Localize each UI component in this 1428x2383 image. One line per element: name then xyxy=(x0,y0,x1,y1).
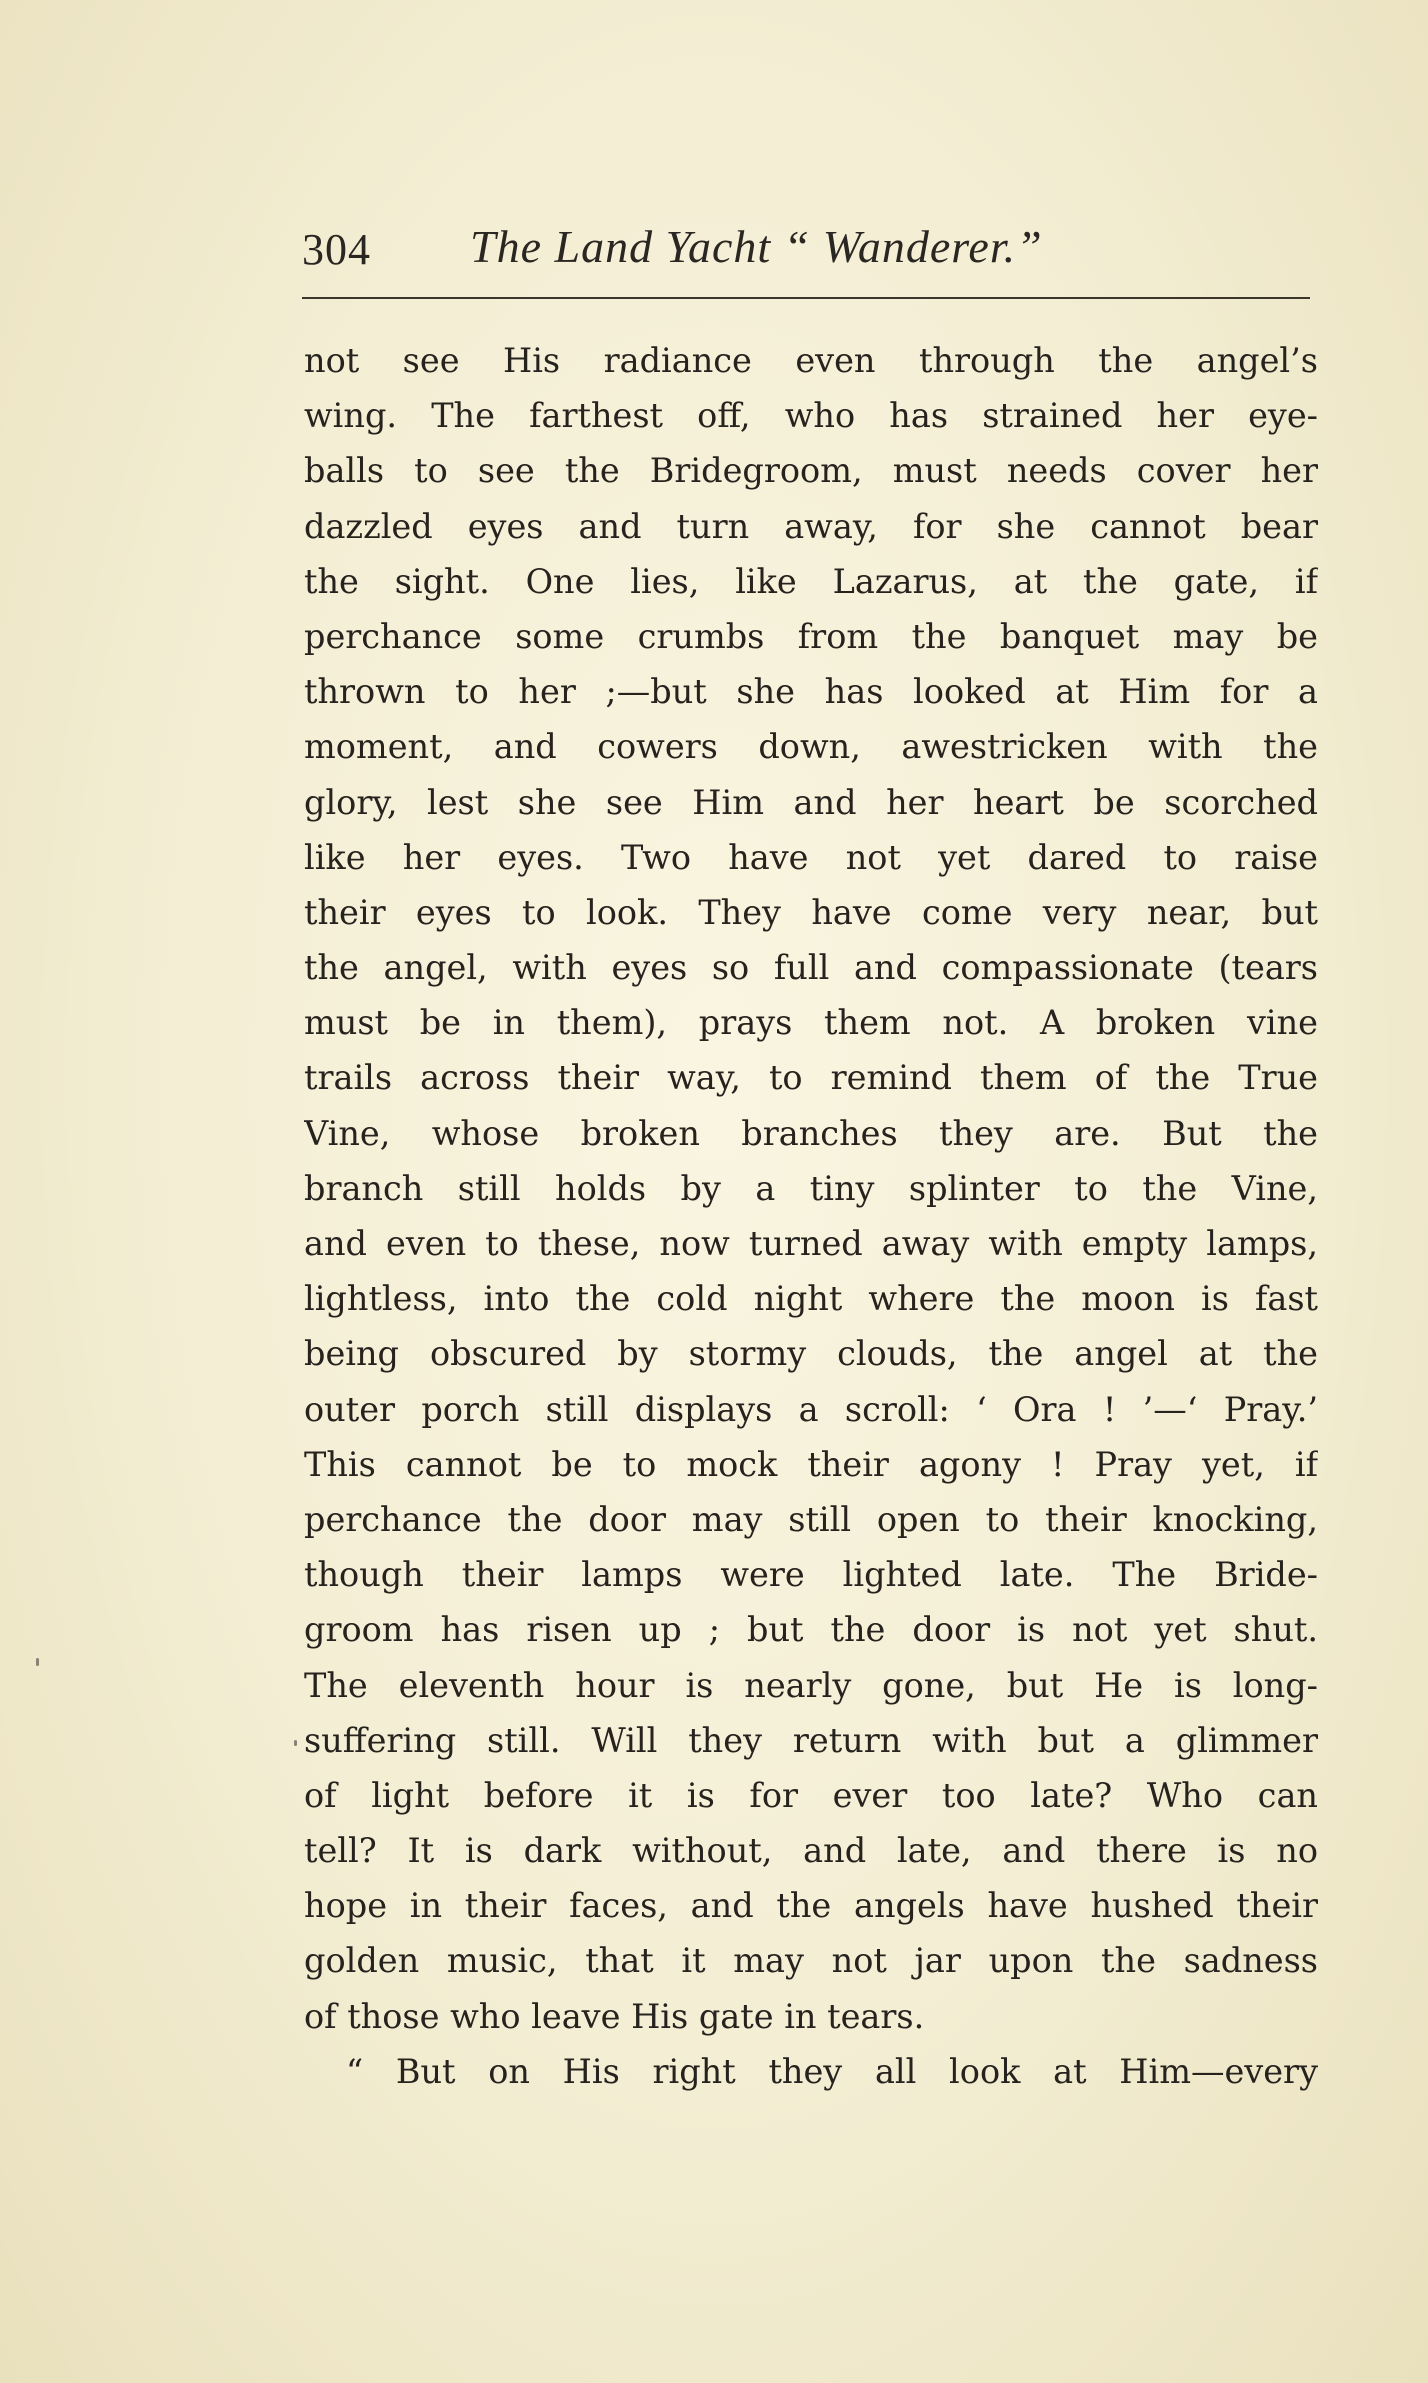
text-line: Vine, whose broken branches they are. But the xyxy=(304,1113,1318,1153)
text-line: of light before it is for ever too late? Who can xyxy=(304,1775,1318,1815)
running-title: The Land Yacht “ Wanderer.” xyxy=(470,221,1043,272)
text-line: hope in their faces, and the angels have hushed their xyxy=(304,1886,1318,1926)
paper-speck xyxy=(294,1740,297,1746)
text-line: thrown to her ;—but she has looked at Him for a xyxy=(304,672,1318,712)
text-line: being obscured by stormy clouds, the angel at the xyxy=(304,1334,1318,1374)
text-line: This cannot be to mock their agony ! Pray yet, if xyxy=(304,1444,1318,1484)
text-line: perchance some crumbs from the banquet may be xyxy=(304,616,1318,656)
text-line: suffering still. Will they return with but a glimmer xyxy=(304,1720,1318,1760)
text-line: dazzled eyes and turn away, for she cannot bear xyxy=(304,506,1318,546)
text-line: golden music, that it may not jar upon the sadness xyxy=(304,1941,1318,1981)
text-line: groom has risen up ; but the door is not yet shut. xyxy=(304,1610,1318,1650)
body-text xyxy=(304,333,1318,2099)
paper-speck xyxy=(36,1658,39,1666)
text-line: balls to see the Bridegroom, must needs cover her xyxy=(304,451,1318,491)
text-line: like her eyes. Two have not yet dared to raise xyxy=(304,837,1318,877)
text-line: The eleventh hour is nearly gone, but He is long- xyxy=(304,1665,1318,1705)
text-line: trails across their way, to remind them of the True xyxy=(304,1058,1318,1098)
text-line: wing. The farthest off, who has strained her eye- xyxy=(304,396,1318,436)
header-rule xyxy=(302,297,1310,299)
text-line: tell? It is dark without, and late, and there is no xyxy=(304,1831,1318,1871)
text-line: though their lamps were lighted late. The Bride- xyxy=(304,1555,1318,1595)
paragraph-start-line: “ But on His right they all look at Him—every xyxy=(346,2051,1318,2091)
text-line: their eyes to look. They have come very near, but xyxy=(304,892,1318,932)
page-number: 304 xyxy=(302,225,371,274)
page-header xyxy=(302,220,1312,290)
text-line: outer porch still displays a scroll: ‘ Ora ! ’—‘ Pray.’ xyxy=(304,1389,1318,1429)
text-line: must be in them), prays them not. A broken vine xyxy=(304,1003,1318,1043)
text-line: not see His radiance even through the angel’s xyxy=(304,341,1318,380)
paragraph-end-line: of those who leave His gate in tears. xyxy=(304,1996,925,2036)
text-line: branch still holds by a tiny splinter to the Vine, xyxy=(304,1168,1318,1208)
text-line: the sight. One lies, like Lazarus, at the gate, if xyxy=(304,561,1318,601)
text-line: perchance the door may still open to their knocking, xyxy=(304,1499,1318,1539)
text-line: and even to these, now turned away with empty lamps, xyxy=(304,1224,1318,1263)
text-line: lightless, into the cold night where the moon is fast xyxy=(304,1279,1318,1319)
text-line: moment, and cowers down, awestricken with the xyxy=(304,727,1318,767)
text-line: glory, lest she see Him and her heart be scorched xyxy=(304,782,1318,822)
text-line: the angel, with eyes so full and compassionate (tears xyxy=(304,948,1318,988)
